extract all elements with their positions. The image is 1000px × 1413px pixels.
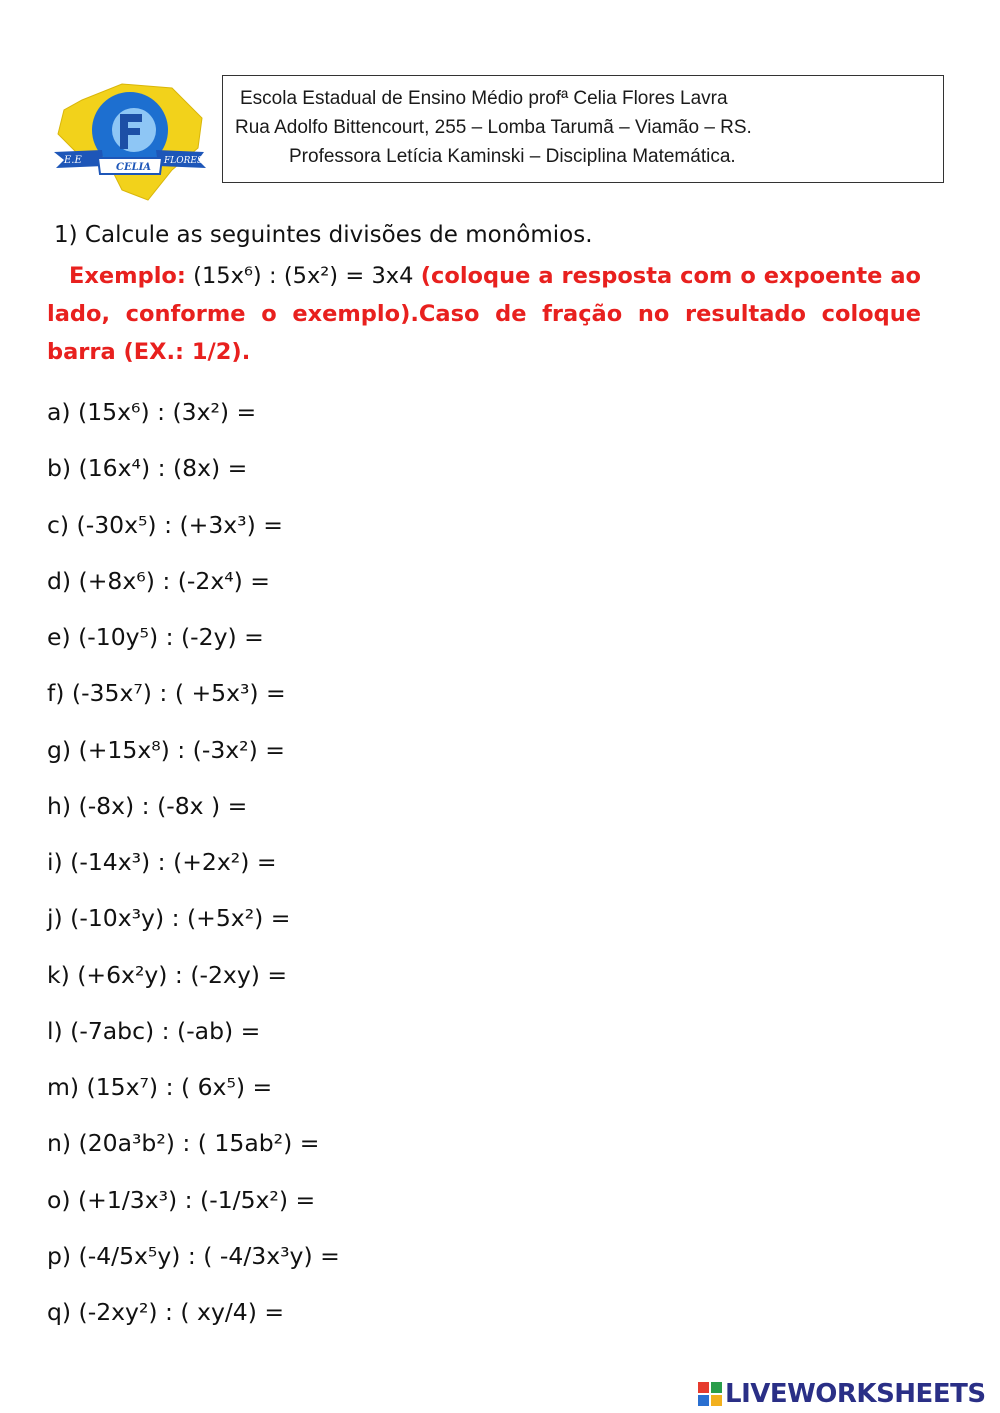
question-title: 1) Calcule as seguintes divisões de monômios. xyxy=(54,222,593,248)
exercise-item: l) (-7abc) : (-ab) = xyxy=(47,1016,261,1045)
teacher-subject: Professora Letícia Kaminski – Disciplina Matemática. xyxy=(289,146,736,167)
exercise-item: h) (-8x) : (-8x ) = xyxy=(47,791,248,820)
logo-text-right: FLORES xyxy=(164,156,204,166)
exercise-item: j) (-10x³y) : (+5x²) = xyxy=(47,904,291,933)
exercise-item: k) (+6x²y) : (-2xy) = xyxy=(47,960,288,989)
instruction-text: (coloque a resposta com o expoente ao lado, conforme o exemplo).Caso de fração no resultado coloque barra (EX.: 1/2). xyxy=(47,263,921,365)
exercise-item: e) (-10y⁵) : (-2y) = xyxy=(47,623,264,651)
exercise-item: o) (+1/3x³) : (-1/5x²) = xyxy=(47,1185,316,1214)
liveworksheets-brand[interactable] xyxy=(697,1378,986,1410)
liveworksheets-text: LIVEWORKSHEETS xyxy=(725,1379,986,1409)
logo-text-middle: CELIA xyxy=(116,162,152,173)
exercise-item: c) (-30x⁵) : (+3x³) = xyxy=(47,510,283,539)
logo-text-left: E.E xyxy=(64,155,82,166)
school-address: Rua Adolfo Bittencourt, 255 – Lomba Tarumã – Viamão – RS. xyxy=(235,117,752,138)
school-logo-icon xyxy=(52,78,208,204)
exercise-item: g) (+15x⁸) : (-3x²) = xyxy=(47,735,285,764)
exercise-item: n) (20a³b²) : ( 15ab²) = xyxy=(47,1129,320,1158)
liveworksheets-logo-icon xyxy=(697,1381,723,1407)
exercise-item: i) (-14x³) : (+2x²) = xyxy=(47,848,277,876)
exercise-item: m) (15x⁷) : ( 6x⁵) = xyxy=(47,1073,273,1101)
example-expression: (15x⁶) : (5x²) = 3x4 xyxy=(185,263,421,289)
exercise-item: b) (16x⁴) : (8x) = xyxy=(47,454,248,483)
school-name: Escola Estadual de Ensino Médio profª Celia Flores Lavra xyxy=(240,88,728,109)
school-header-box xyxy=(222,75,944,183)
exercise-list xyxy=(47,392,340,1348)
exercise-item: a) (15x⁶) : (3x²) = xyxy=(47,398,257,426)
exercise-item: q) (-2xy²) : ( xy/4) = xyxy=(47,1298,285,1326)
exercise-item: p) (-4/5x⁵y) : ( -4/3x³y) = xyxy=(47,1241,340,1270)
exercise-item: d) (+8x⁶) : (-2x⁴) = xyxy=(47,566,270,595)
example-instruction xyxy=(47,257,921,371)
example-label: Exemplo: xyxy=(69,263,186,289)
exercise-item: f) (-35x⁷) : ( +5x³) = xyxy=(47,679,286,708)
